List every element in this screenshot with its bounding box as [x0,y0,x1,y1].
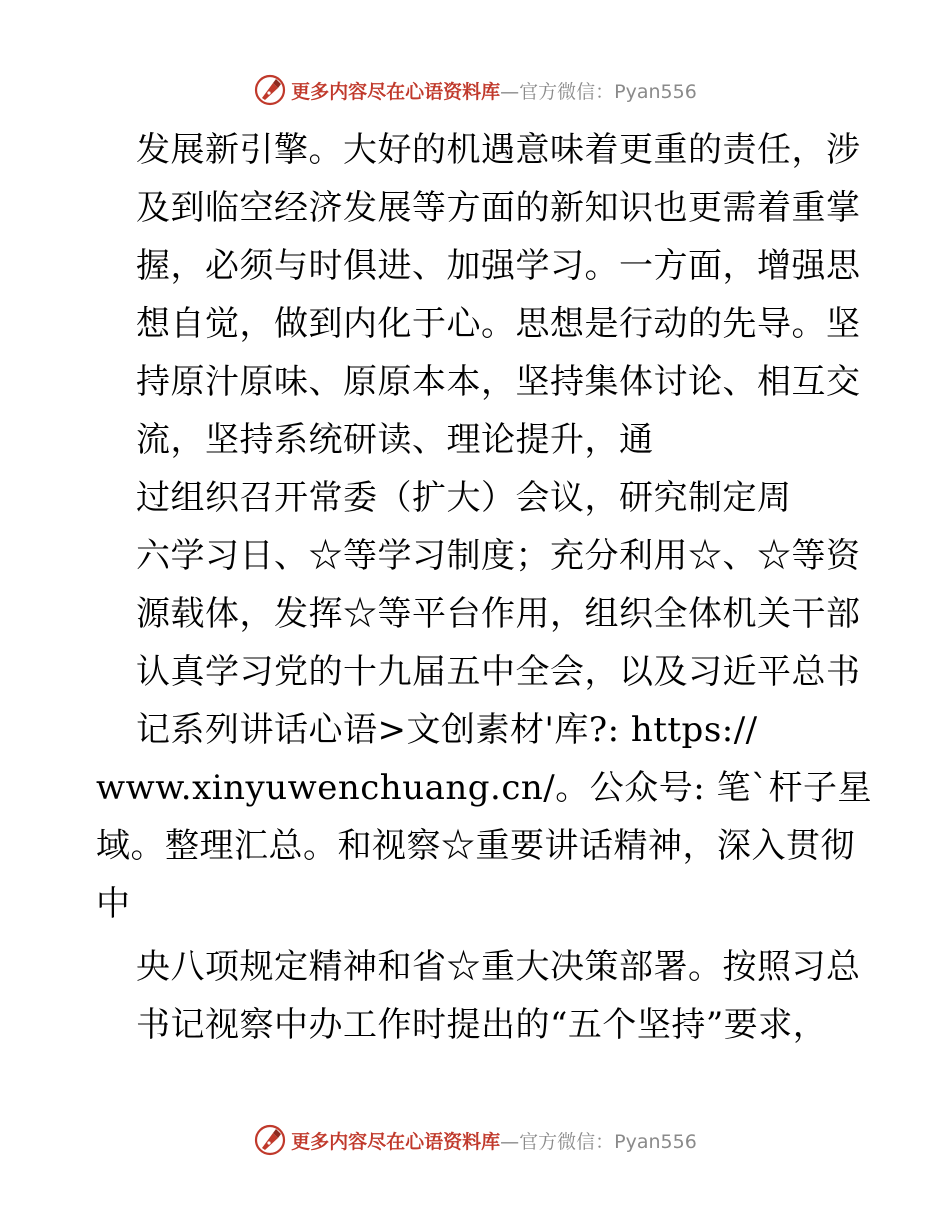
text-line: 流，坚持系统研读、理论提升，通 [136,420,654,460]
text-line: 发展新引擎。大好的机遇意味着更重的责任，涉 [136,130,861,170]
text-line: 央八项规定精神和省☆重大决策部署。按照习总 [136,947,861,987]
text-line: 握，必须与时俱进、加强学习。一方面，增强思 [136,246,861,286]
pen-nib-logo-icon [253,73,287,107]
banner-contact: 官方微信：Pyan556 [519,80,697,103]
text-line: 过组织召开常委（扩大）会议，研究制定周 [136,478,792,518]
text-line: 域。整理汇总。和视察☆重要讲话精神，深入贯彻 [96,826,855,866]
text-line: 想自觉，做到内化于心。思想是行动的先导。坚 [136,304,861,344]
banner-slogan: 更多内容尽在心语资料库 [291,80,501,103]
banner-separator: — [500,1130,520,1153]
text-line: 记系列讲话心语>文创素材'库?: https:// [136,710,758,750]
footer-banner [0,1120,950,1160]
text-line: 六学习日、☆等学习制度；充分利用☆、☆等资 [136,536,861,576]
banner-separator: — [500,80,520,103]
text-line: 中 [96,884,131,924]
text-line: 认真学习党的十九届五中全会，以及习近平总书 [136,652,861,692]
text-line: 源载体，发挥☆等平台作用，组织全体机关干部 [136,594,861,634]
text-line: www.xinyuwenchuang.cn/。公众号: 笔`杆子星 [96,768,872,808]
banner-text [291,1127,697,1154]
banner-slogan: 更多内容尽在心语资料库 [291,1130,501,1153]
banner-text [291,77,697,104]
text-line: 持原汁原味、原原本本，坚持集体讨论、相互交 [136,362,861,402]
header-banner [0,70,950,110]
banner-contact: 官方微信：Pyan556 [519,1130,697,1153]
text-line: 书记视察中办工作时提出的“五个坚持”要求， [136,1005,828,1045]
text-line: 及到临空经济发展等方面的新知识也更需着重掌 [136,188,861,228]
pen-nib-logo-icon [253,1123,287,1157]
